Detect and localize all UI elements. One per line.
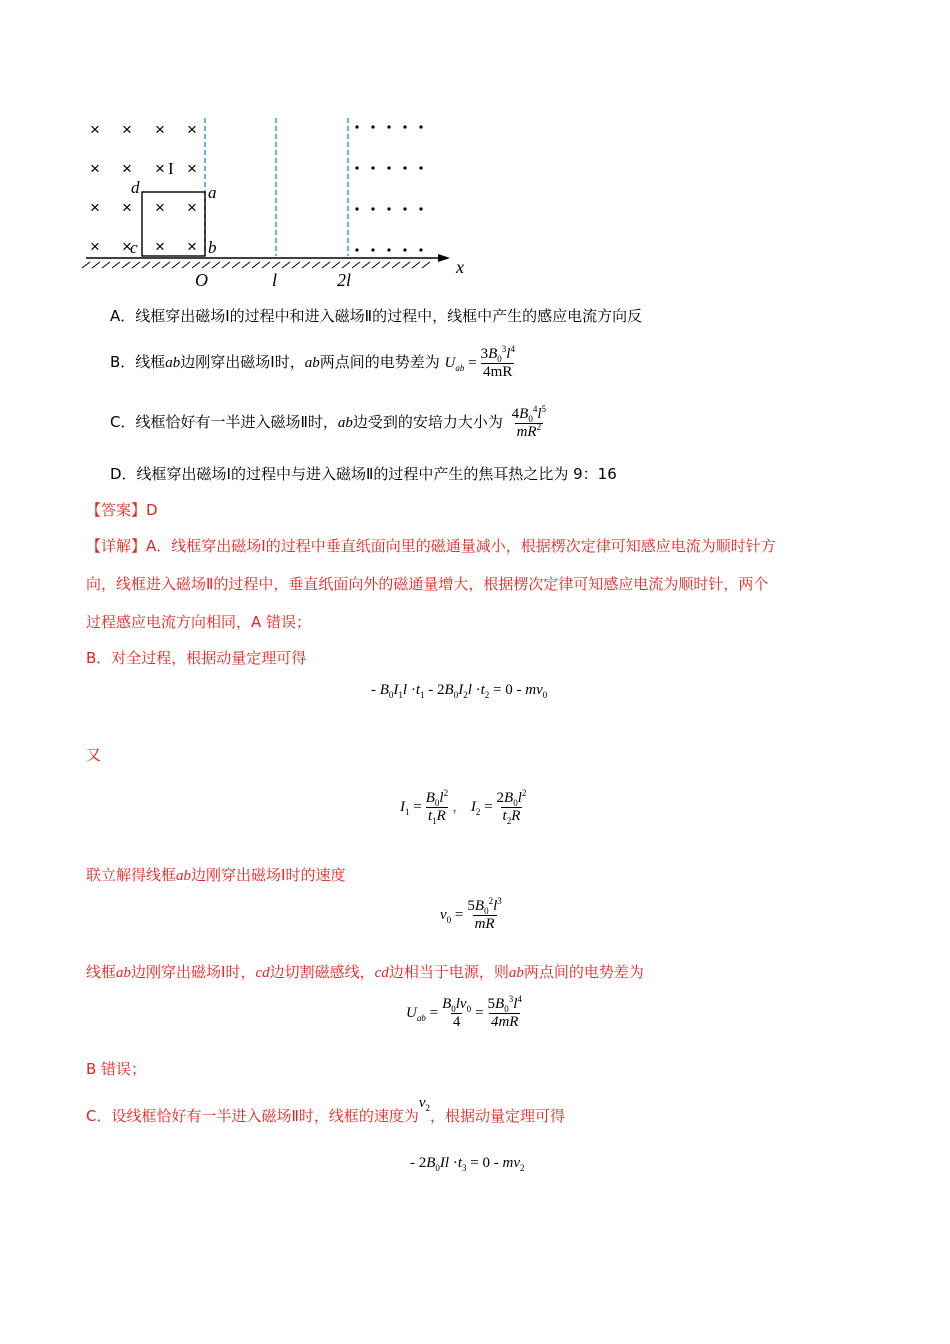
svg-text:×: × [122,237,132,256]
answer-line: 【答案】D [86,501,158,519]
svg-text:×: × [90,159,100,178]
detail-solve: 联立解得线框ab边刚穿出磁场Ⅰ时的速度 [86,866,346,884]
option-d: D．线框穿出磁场Ⅰ的过程中与进入磁场Ⅱ的过程中产生的焦耳热之比为 9：16 [110,465,617,483]
svg-text:×: × [187,237,197,256]
svg-text:×: × [122,198,132,217]
equation-c-momentum: - $2B_0Il \cdot t_3 = 0 - mv_2$ [410,1155,525,1173]
axis-x-label: x [456,257,464,277]
equation-v0: $v_0$ = $\frac{5B_0^2l^3}{mR}$ [440,896,502,932]
detail-cut: 线框ab边刚穿出磁场Ⅰ时，cd边切割磁感线，cd边相当于电源，则ab两点间的电势差为 [86,963,644,981]
svg-text:×: × [155,198,165,217]
svg-text:×: × [187,198,197,217]
detail-line-2: 向，线框进入磁场Ⅱ的过程中，垂直纸面向外的磁通量增大，根据楞次定律可知感应电流为顺时针，两个 [86,575,769,593]
svg-text:×: × [122,120,132,139]
equation-currents: $I_1$ = $\frac{B_0l^2}{t_1R}$ ， $I_2$ = $\frac{2B_0l^2}{t_2R}$ [400,788,527,826]
option-a: A．线框穿出磁场Ⅰ的过程中和进入磁场Ⅱ的过程中，线框中产生的感应电流方向反 [110,307,643,325]
corner-c: c [130,238,138,257]
equation-momentum: - $B_0I_1l \cdot t_1 - 2B_0I_2l \cdot t_2 = 0 - mv_0$ [371,682,548,700]
svg-text:×: × [90,237,100,256]
tick-origin: O [195,270,208,290]
magnetic-field-figure [80,110,480,295]
ground-hatch [82,262,430,268]
cross-field-marks [90,120,197,256]
svg-text:×: × [155,120,165,139]
corner-d: d [131,178,140,197]
svg-text:×: × [90,198,100,217]
corner-b: b [208,238,217,257]
detail-line-1: 【详解】A．线框穿出磁场Ⅰ的过程中垂直纸面向里的磁通量减小，根据楞次定律可知感应电流为顺时针方 [86,537,776,555]
equation-uab: $U_{ab}$ = $\frac{B_0lv_0}{4}$ = $\frac{5B_0^3l^4}{4mR}$ [406,994,522,1030]
svg-text:×: × [187,159,197,178]
svg-text:×: × [187,120,197,139]
dot-field-marks [355,125,422,251]
svg-text:×: × [122,159,132,178]
option-c: C．线框恰好有一半进入磁场Ⅱ时，ab边受到的安培力大小为 $\frac{4B_0^4l^5}{mR^2}$ [110,404,550,444]
detail-again: 又 [86,746,102,764]
detail-c-intro: C．设线框恰好有一半进入磁场Ⅱ时，线框的速度为$v_2$，根据动量定理可得 [86,1095,566,1125]
detail-b-intro: B．对全过程，根据动量定理可得 [86,649,307,667]
option-b: B．线框ab边刚穿出磁场Ⅰ时，ab两点间的电势差为 $U_{ab}$ = $\frac{3B_0^3l^4}{4mR}$ [110,344,519,384]
option-b-formula: $U_{ab}$ = $\frac{3B_0^3l^4}{4mR}$ [444,344,515,381]
field-boundaries [205,118,348,256]
svg-text:×: × [155,237,165,256]
detail-line-3: 过程感应电流方向相同，A 错误； [86,613,312,631]
tick-l: l [272,270,278,290]
region-one-label: I [168,159,174,178]
svg-text:×: × [155,159,165,178]
tick-2l: 2l [337,270,352,290]
corner-a: a [208,183,217,202]
svg-text:×: × [90,120,100,139]
detail-b-wrong: B 错误； [86,1060,147,1078]
x-axis-arrow [438,254,450,262]
option-c-formula: $\frac{4B_0^4l^5}{mR^2}$ [511,404,546,441]
